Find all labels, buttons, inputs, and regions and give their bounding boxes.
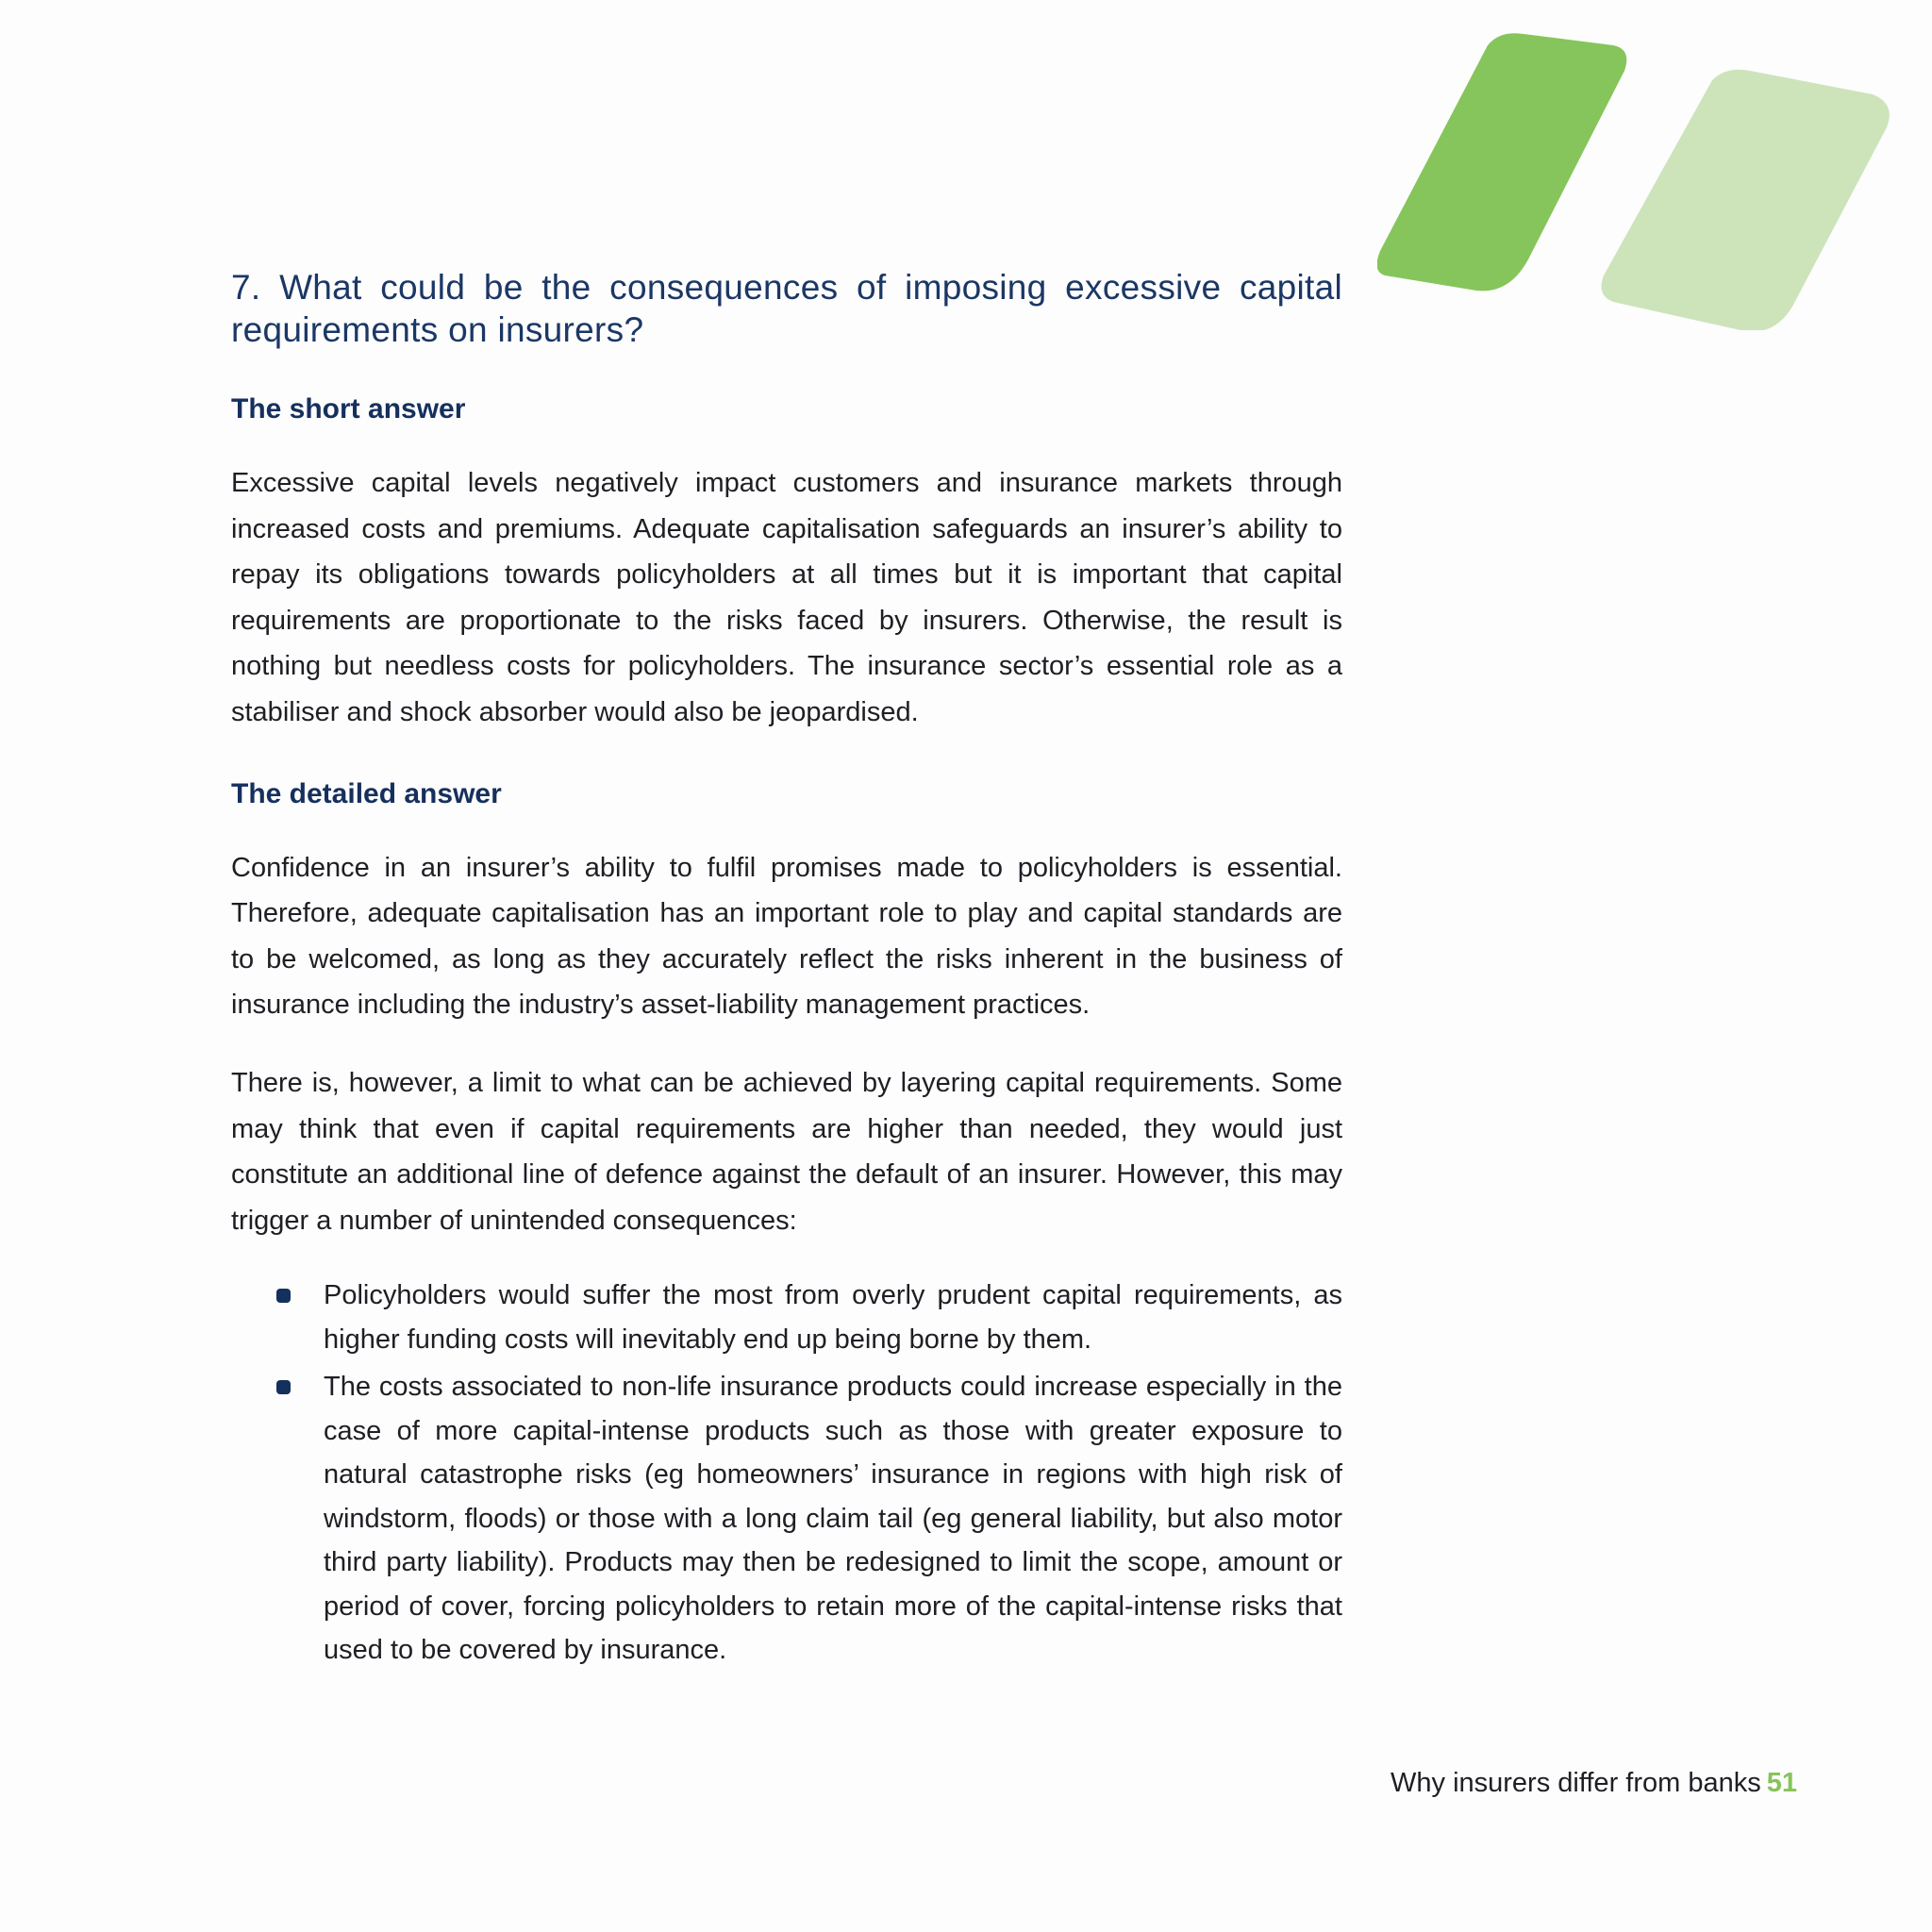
- page-footer: [1391, 1766, 1797, 1800]
- bullet-icon: [276, 1380, 291, 1394]
- footer-title: Why insurers differ from banks: [1391, 1768, 1761, 1798]
- detailed-answer-paragraph: Confidence in an insurer’s ability to fulfil promises made to policyholders is essential. Therefore, adequate capitalisation has an important role to play and capital standards are to be welcomed, as long as they accurately reflect the risks inherent in the business of insurance including the industry’s asset-liability management practices.: [231, 852, 1342, 1021]
- bullet-icon: [276, 1289, 291, 1303]
- main-content: [231, 266, 1342, 1676]
- list-item-text: The costs associated to non-life insurance products could increase especially in the case of more capital-intense products such as those with greater exposure to natural catastrophe risks (eg homeowners’ insurance in regions with high risk of windstorm, floods) or those with a long claim tail (eg general liability, but also motor third party liability). Products may then be redesigned to limit the scope, amount or period of cover, forcing policyholders to retain more of the capital-intense risks that used to be covered by insurance.: [324, 1372, 1342, 1666]
- list-item-text: Policyholders would suffer the most from overly prudent capital requirements, as higher funding costs will inevitably end up being borne by them.: [324, 1280, 1342, 1355]
- list-item: [324, 1365, 1342, 1673]
- short-answer-heading: The short answer: [231, 393, 466, 425]
- detailed-answer-paragraph: There is, however, a limit to what can be achieved by layering capital requirements. Some may think that even if capital requirements are higher than needed, they would just constitute an additional line of defence against the default of an insurer. However, this may trigger a number of unintended consequences:: [231, 1067, 1342, 1236]
- detailed-answer-heading: The detailed answer: [231, 777, 502, 809]
- question-heading: 7. What could be the consequences of imposing excessive capital requirements on insurers?: [231, 268, 1342, 349]
- page-number: 51: [1766, 1768, 1797, 1798]
- consequences-list: [231, 1274, 1342, 1673]
- short-answer-paragraph: Excessive capital levels negatively impact customers and insurance markets through increased costs and premiums. Adequate capitalisation safeguards an insurer’s ability to repay its obligations towards policyholders at all times but it is important that capital requirements are proportionate to the risks faced by insurers. Otherwise, the result is nothing but needless costs for policyholders. The insurance sector’s essential role as a stabiliser and shock absorber would also be jeopardised.: [231, 468, 1342, 727]
- decorative-green-shapes: [1377, 28, 1906, 330]
- light-green-parallelogram: [1602, 70, 1890, 330]
- dark-green-parallelogram: [1377, 33, 1626, 291]
- list-item: [324, 1274, 1342, 1361]
